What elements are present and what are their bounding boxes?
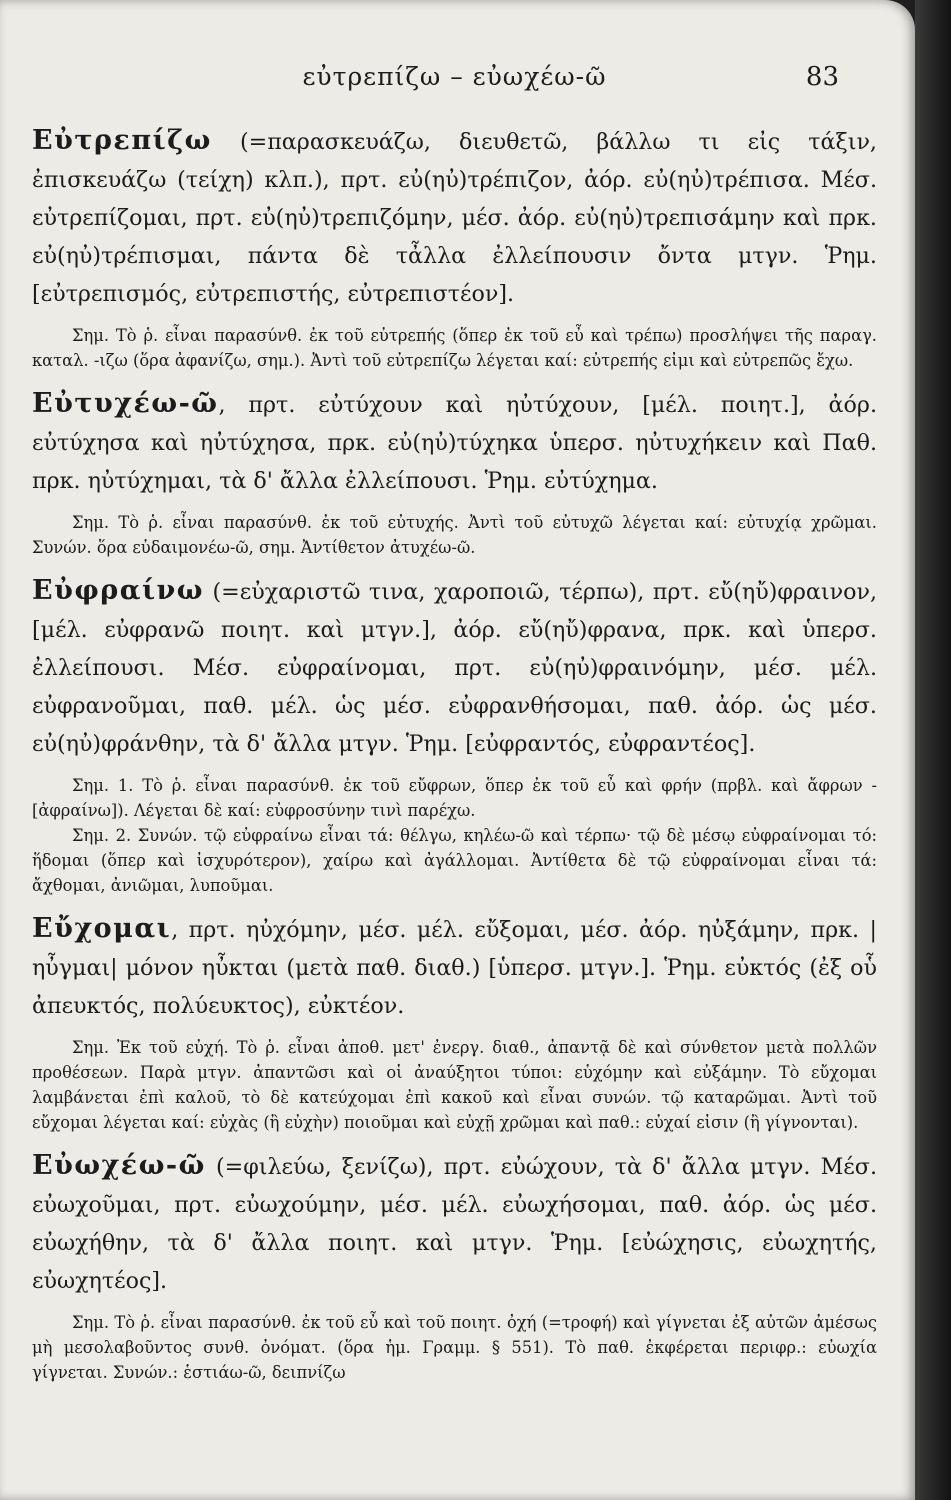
entry-text: , πρτ. εὐτύχουν καὶ ηὐτύχουν, [μέλ. ποιητ.], ἀόρ. εὐτύχησα καὶ ηὐτύχησα, πρκ. εὐ(ηὐ)τύχηκα ὑπερσ. ηὐτυχήκειν καὶ Παθ. πρκ. ηὐτύχημαι, τὰ δ' ἄλλα ἐλλείπουσι. Ῥημ. εὐτύχημα. [32,392,877,494]
note-text: Τὸ ῥ. εἶναι παρασύνθ. ἐκ τοῦ εὖ καὶ τοῦ ποιητ. ὀχή (=τροφή) καὶ γίγνεται ἐξ αὐτῶν ἀμέσως μὴ μεσολαβοῦντος συνθ. ὀνόματ. (ὅρα ἡμ. Γραμμ. § 551). Τὸ παθ. ἐκφέρεται περιφρ.: εὐωχία γίγνεται. Συνών.: ἑστιάω-ῶ, δειπνίζω [32,1313,877,1382]
dictionary-entry [32,122,877,313]
entry-lemma: Εὐτυχέω-ῶ [32,388,219,419]
note-text: Τὸ ῥ. εἶναι παρασύνθ. ἐκ τοῦ εὐτυχής. Ἀντὶ τοῦ εὐτυχῶ λέγεται καί: εὐτυχίᾳ χρῶμαι. Συνών. ὅρα εὐδαιμονέω-ῶ, σημ. Ἀντίθετον ἀτυχέω-ῶ. [32,513,877,557]
note-label: Σημ. [72,326,110,345]
note-text: Τὸ ῥ. εἶναι παρασύνθ. ἐκ τοῦ εὐτρεπής (ὅπερ ἐκ τοῦ εὖ καὶ τρέπω) προσλήψει τῆς παραγ. καταλ. -ιζω (ὅρα ἀφανίζω, σημ.). Ἀντὶ τοῦ εὐτρεπίζω λέγεται καί: εὐτρεπής εἰμι καὶ εὐτρεπῶς ἔχω. [32,326,877,370]
entry-text: (=παρασκευάζω, διευθετῶ, βάλλω τι εἰς τάξιν, ἐπισκευάζω (τείχη) κλπ.), πρτ. εὐ(ηὐ)τρέπιζον, ἀόρ. εὐ(ηὐ)τρέπισα. Μέσ. εὐτρεπίζομαι, πρτ. εὐ(ηὐ)τρεπιζόμην, μέσ. ἀόρ. εὐ(ηὐ)τρεπισάμην καὶ πρκ. εὐ(ηὐ)τρέπισμαι, πάντα δὲ τἆλλα ἐλλείπουσιν ὄντα μτγν. Ῥημ. [εὐτρεπισμός, εὐτρεπιστής, εὐτρεπιστέον]. [32,129,877,307]
entry-lemma: Εὐτρεπίζω [32,125,212,156]
note-label: Σημ. [72,1313,110,1332]
entry-lemma: Εὔχομαι [32,913,172,944]
entry-note [32,323,877,373]
entry-lemma: Εὐωχέω-ῶ [32,1150,206,1181]
entry-note [32,1035,877,1135]
entry-note [32,510,877,560]
page-content [32,48,877,1397]
note-text: Συνών. τῷ εὐφραίνω εἶναι τά: θέλγω, κηλέω-ῶ καὶ τέρπω· τῷ δὲ μέσῳ εὐφραίνομαι τό: ἥδομαι (ὅπερ καὶ ἰσχυρότερον), χαίρω καὶ ἀγάλλομαι. Ἀντίθετα δὲ τῷ εὐφραίνομαι εἶναι τά: ἄχθομαι, ἀνιῶμαι, λυποῦμαι. [32,826,877,895]
dictionary-entry [32,1147,877,1300]
entry-note [32,823,877,898]
entry-text: (=εὐχαριστῶ τινα, χαροποιῶ, τέρπω), πρτ. εὔ(ηὔ)φραινον, [μέλ. εὐφρανῶ ποιητ. καὶ μτγν.], ἀόρ. εὔ(ηὔ)φρανα, πρκ. καὶ ὑπερσ. ἐλλείπουσι. Μέσ. εὐφραίνομαι, πρτ. εὐ(ηὐ)φραινόμην, μέσ. μέλ. εὐφρανοῦμαι, παθ. μέλ. ὡς μέσ. εὐφρανθήσομαι, παθ. ἀόρ. ὡς μέσ. εὐ(ηὐ)φράνθην, τὰ δ' ἄλλα μτγν. Ῥημ. [εὐφραντός, εὐφραντέος]. [32,579,877,757]
running-header [32,48,877,112]
note-text: Ἐκ τοῦ εὐχή. Τὸ ῥ. εἶναι ἀποθ. μετ' ἐνεργ. διαθ., ἀπαντᾷ δὲ καὶ σύνθετον μετὰ πολλῶν προθέσεων. Παρὰ μτγν. ἀπαντῶσι καὶ οἱ ἀναύξητοι τύποι: εὐχόμην καὶ εὐξάμην. Τὸ εὔχομαι λαμβάνεται ἐπὶ καλοῦ, τὸ δὲ κατεύχομαι ἐπὶ κακοῦ καὶ εἶναι συνών. τῷ καταρῶμαι. Ἀντὶ τοῦ εὔχομαι λέγεται καί: εὐχὰς (ἢ εὐχὴν) ποιοῦμαι καὶ εὐχῇ χρῶμαι καὶ παθ.: εὐχαί εἰσιν (ἢ γίγνονται). [32,1038,877,1132]
entry-note [32,1310,877,1385]
note-label: Σημ. [72,513,110,532]
entry-text: , πρτ. ηὐχόμην, μέσ. μέλ. εὔξομαι, μέσ. ἀόρ. ηὐξάμην, πρκ. |ηὖγμαι| μόνον ηὖκται (μετὰ παθ. διαθ.) [ὑπερσ. μτγν.]. Ῥημ. εὐκτός (ἐξ οὗ ἀπευκτός, πολύευκτος), εὐκτέον. [32,917,877,1019]
dictionary-entry [32,572,877,763]
running-title: εὐτρεπίζω – εὐωχέω-ῶ [302,62,607,91]
entry-note [32,773,877,823]
note-label: Σημ. [72,1038,110,1057]
page-number: 83 [805,62,839,92]
dictionary-entry [32,385,877,500]
note-label: Σημ. 1. [72,776,134,795]
note-label: Σημ. 2. [72,826,132,845]
entry-lemma: Εὐφραίνω [32,575,204,606]
dictionary-entry [32,910,877,1025]
entry-text: (=φιλεύω, ξενίζω), πρτ. εὐώχουν, τὰ δ' ἄλλα μτγν. Μέσ. εὐωχοῦμαι, πρτ. εὐωχούμην, μέσ. μέλ. εὐωχήσομαι, παθ. ἀόρ. ὡς μέσ. εὐωχήθην, τὰ δ' ἄλλα ποιητ. καὶ μτγν. Ῥημ. [εὐώχησις, εὐωχητής, εὐωχητέος]. [32,1154,877,1294]
page-edge-shadow [915,0,951,1500]
note-text: Τὸ ῥ. εἶναι παρασύνθ. ἐκ τοῦ εὔφρων, ὅπερ ἐκ τοῦ εὖ καὶ φρήν (πρβλ. καὶ ἄφρων - [ἀφραίνω]). Λέγεται δὲ καί: εὐφροσύνην τινὶ παρέχω. [32,776,877,820]
